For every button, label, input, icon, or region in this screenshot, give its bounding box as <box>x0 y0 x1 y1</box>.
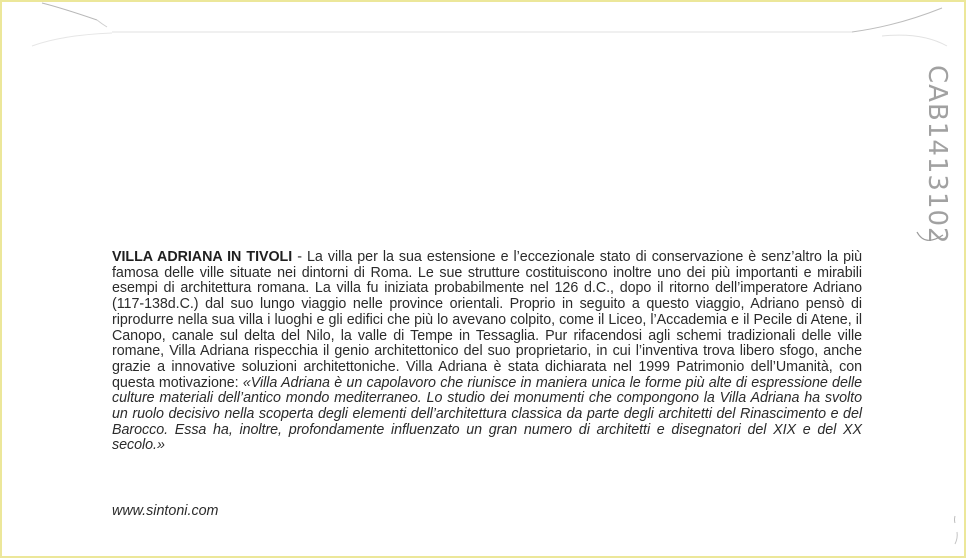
envelope-flap-edge <box>2 2 964 62</box>
website-url: www.sintoni.com <box>112 503 219 519</box>
heading-separator: - <box>292 249 307 265</box>
unesco-quote: «Villa Adriana è un capolavoro che riunisce in maniera unica le forme più alte di espressione delle culture materiali dell’antico mondo mediterraneo. Lo studio dei monumenti che compongono la Villa Adriana ha svolto un ruolo decisivo nella scoperta degli elementi dell’architettura classica da parte degli architetti del Rinascimento e del Barocco. Essa ha, inoltre, profondamente influenzato un gran numero di architetti e disegnatori del XIX e del XX secolo.» <box>112 374 862 454</box>
handwritten-pencil-code <box>907 57 957 257</box>
handwritten-code-text: CAB1413102 <box>922 65 952 245</box>
paragraph-intro: La villa per la sua estensione e l’eccezionale stato di conservazione è senz’altro la più famosa delle ville situate nei dintorni di Roma. Le sue strutture costituiscono inoltre uno dei più importanti e mirabili esempi di architettura romana. La villa fu iniziata probabilmente nel 126 d.C., dopo il ritorno dell’imperatore Adriano (117-138d.C.) dal suo lungo viaggio nelle province orientali. Proprio in seguito a questo viaggio, Adriano pensò di riprodurre nella sua villa i luoghi e gli edifici che più lo avevano colpito, come il Liceo, l’Accademia e il Pecile di Atene, il Canopo, canale sul delta del Nilo, la valle di Tempe in Tessaglia. Pur rifacendosi agli schemi tradizionali delle ville romane, Villa Adriana rispecchia il genio architettonico del suo proprietario, in cui l’inventiva trova libero sfogo, anche grazie a innovative soluzioni architettoniche. Villa Adriana è stata dichiarata nel 1999 Patrimonio dell’Umanità, con questa motivazione: <box>112 249 862 391</box>
edge-pencil-marks <box>937 512 962 552</box>
document-heading: VILLA ADRIANA IN TIVOLI <box>112 249 293 265</box>
description-paragraph <box>112 250 862 454</box>
